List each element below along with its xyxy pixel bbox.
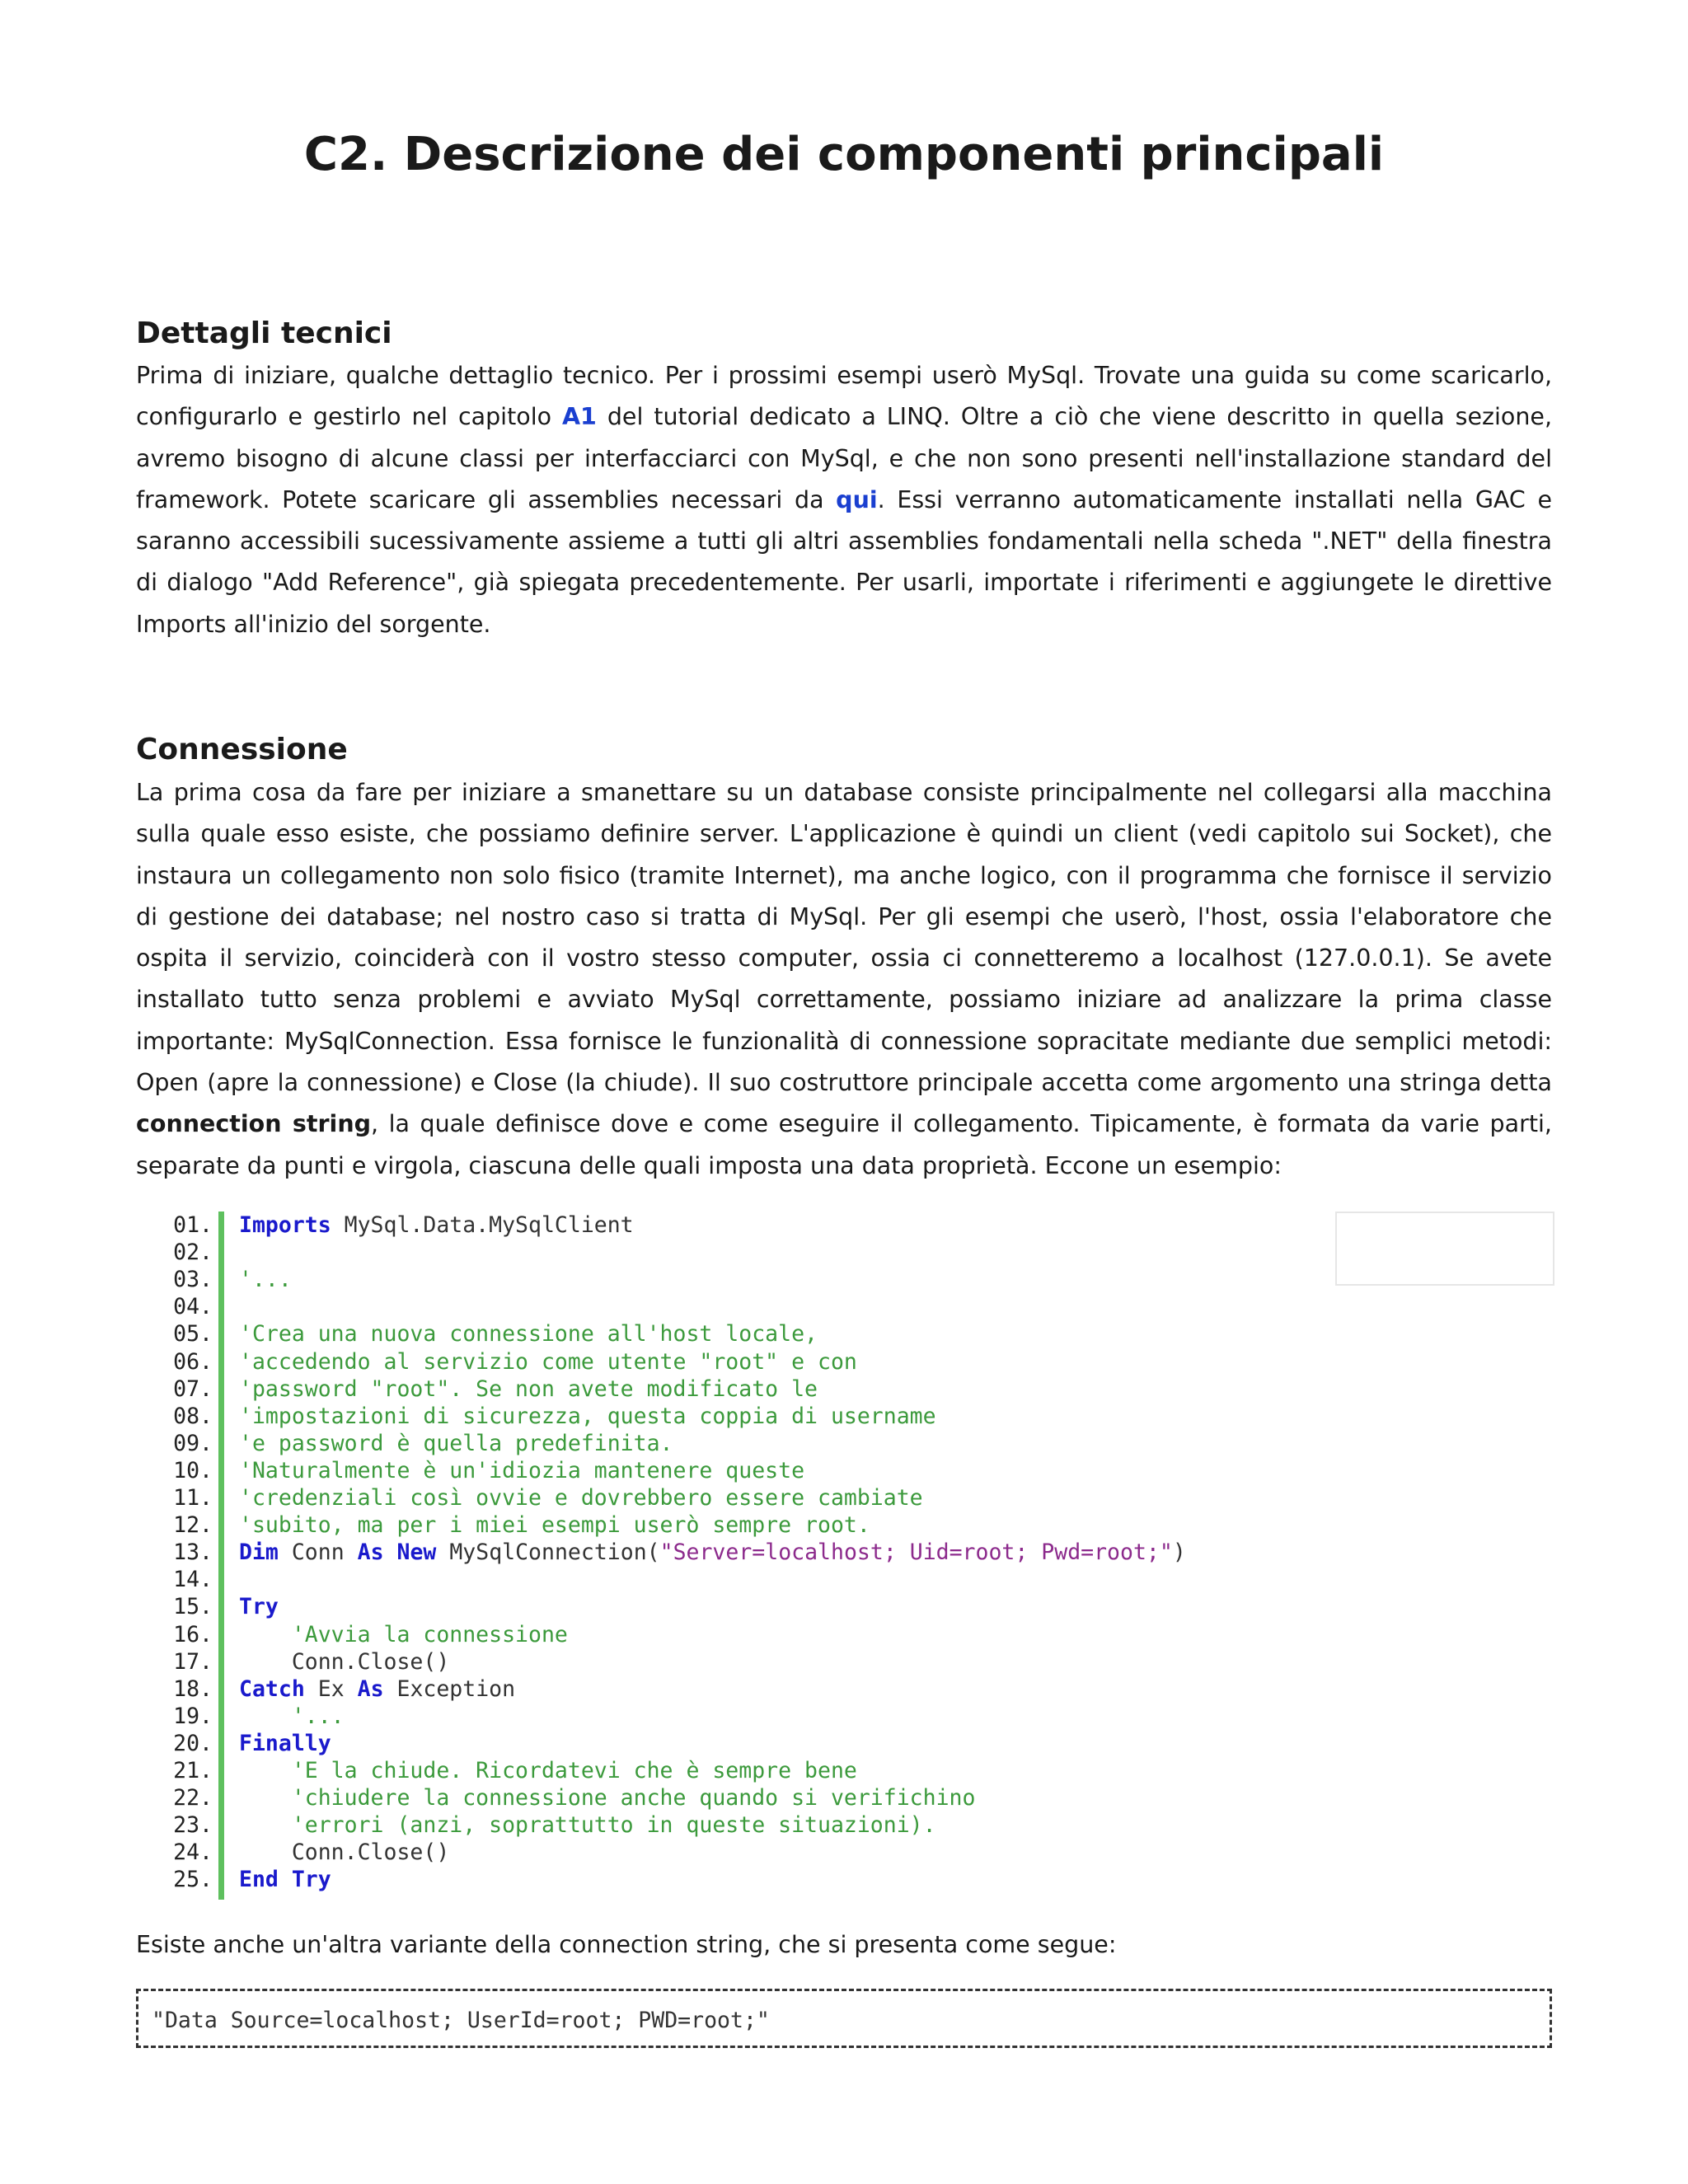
code-line-source (239, 1593, 279, 1620)
code-comment: 'Crea una nuova connessione all'host locale, (239, 1321, 818, 1347)
side-empty-box (1335, 1212, 1554, 1286)
code-keyword: Catch (239, 1675, 305, 1702)
code-comment: 'impostazioni di sicurezza, questa coppia di username (239, 1403, 936, 1429)
code-text (384, 1540, 397, 1565)
code-text: MySql.Data.MySqlClient (331, 1212, 634, 1238)
code-text: ) (1172, 1540, 1186, 1566)
code-line-source (239, 1539, 1186, 1566)
code-line-number: 06. (173, 1348, 213, 1375)
connection-string-box (136, 1989, 1552, 2048)
code-line-number: 12. (173, 1512, 213, 1539)
code-line-source (239, 1621, 568, 1648)
code-line-number: 11. (173, 1485, 213, 1511)
code-line-number: 03. (173, 1267, 213, 1293)
code-string: "Server=localhost; Uid=root; Pwd=root;" (659, 1540, 1173, 1566)
code-comment: 'e password è quella predefinita. (239, 1430, 673, 1456)
code-text: Conn.Close() (239, 1648, 450, 1675)
code-line-number: 24. (173, 1840, 213, 1866)
code-line-number: 18. (173, 1675, 213, 1702)
code-line-number: 22. (173, 1785, 213, 1811)
code-comment: 'credenziali così ovvie e dovrebbero essere cambiate (239, 1485, 923, 1511)
code-line-number: 20. (173, 1730, 213, 1756)
code-line-number: 01. (173, 1212, 213, 1238)
code-line-number: 10. (173, 1457, 213, 1483)
code-line-number: 13. (173, 1540, 213, 1566)
code-text (279, 1867, 292, 1892)
code-line-source (239, 1348, 857, 1376)
code-keyword: New (396, 1540, 437, 1566)
paragraph-text: del tutorial dedicato a LINQ. Oltre a ciò che viene descritto in quella sezione, avremo bisogno di alcune classi per interfacciarci con MySql, e che non sono presenti nell'installazione standard del framework. Potete scaricare gli assemblies necessari da (136, 403, 1553, 513)
code-line-source (239, 1320, 818, 1347)
code-line-number: 15. (173, 1594, 213, 1620)
code-comment: '... (239, 1703, 345, 1729)
code-line-source (239, 1212, 634, 1239)
code-keyword: As (357, 1675, 384, 1702)
code-line-number: 23. (173, 1812, 213, 1839)
link-qui[interactable]: qui (836, 485, 878, 513)
code-keyword: Finally (239, 1730, 331, 1756)
code-line-number: 16. (173, 1621, 213, 1647)
code-line-source (239, 1484, 923, 1511)
code-keyword: End (239, 1867, 279, 1893)
code-line-source (239, 1430, 673, 1457)
code-line-source (239, 1457, 804, 1484)
code-keyword: As (357, 1540, 384, 1566)
code-gutter-bar (218, 1212, 224, 1900)
code-keyword: Try (291, 1867, 331, 1893)
code-line-number: 05. (173, 1321, 213, 1347)
code-line-source (239, 1703, 345, 1730)
code-text: Conn (278, 1540, 358, 1566)
page-title: C2. Descrizione dei componenti principali (303, 128, 1385, 181)
code-line-number: 04. (173, 1294, 213, 1320)
code-keyword: Dim (239, 1540, 279, 1566)
code-line-source (239, 1648, 449, 1675)
code-block (157, 1212, 1558, 1900)
code-line-number: 08. (173, 1403, 213, 1429)
code-comment: 'chiudere la connessione anche quando si verifichino (239, 1785, 976, 1811)
code-line-source (239, 1403, 936, 1430)
paragraph-connessione (136, 772, 1552, 1187)
paragraph-text: La prima cosa da fare per iniziare a smanettare su un database consiste principalmente nel collegarsi alla macchina sulla quale esso esiste, che possiamo definire server. L'applicazione è quindi un client (vedi capitolo sui Socket), che instaura un collegamento non solo fisico (tramite Internet), ma anche logico, con il programma che fornisce il servizio di gestione dei database; nel nostro caso si tratta di MySql. Per gli esempi che userò, l'host, ossia l'elaboratore che ospita il servizio, coinciderà con il vostro stesso computer, ossia ci connetteremo a localhost (127.0.0.1). Se avete installato tutto senza problemi e avviato MySql correttamente, possiamo iniziare ad analizzare la prima classe importante: MySqlConnection. Essa fornisce le funzionalità di connessione sopracitate mediante due semplici metodi: Open (apre la connessione) e Close (la chiude). Il suo costruttore principale accetta come argomento una stringa detta (136, 779, 1552, 1097)
code-line-number: 09. (173, 1430, 213, 1456)
code-comment: '... (239, 1267, 292, 1293)
code-line-source (239, 1511, 870, 1539)
code-line-source (239, 1866, 331, 1893)
code-line-source (239, 1757, 857, 1784)
code-line-number: 07. (173, 1376, 213, 1402)
paragraph-text: . Essi verranno automaticamente installati nella GAC e saranno accessibili sucessivamente assieme a tutti gli altri assemblies fondamentali nella scheda ".NET" della finestra di dialogo "Add Reference", già spiegata precedentemente. Per usarli, importate i riferimenti e aggiungete le direttive Imports all'inizio del sorgente. (136, 485, 1552, 638)
section-heading-dettagli-tecnici: Dettagli tecnici (136, 316, 392, 350)
code-text: MySqlConnection( (436, 1540, 660, 1566)
connection-string-code: "Data Source=localhost; UserId=root; PWD=root;" (152, 2008, 770, 2033)
code-line-number: 14. (173, 1567, 213, 1593)
paragraph-text: Prima di iniziare, qualche dettaglio tecnico. Per i prossimi esempi userò MySql. Trovate una guida su come scaricarlo, configurarlo e gestirlo nel capitolo (136, 362, 1552, 431)
code-line-number: 25. (173, 1867, 213, 1893)
code-line-source (239, 1675, 515, 1703)
code-line-source (239, 1784, 975, 1811)
code-keyword: Try (239, 1594, 279, 1620)
term-connection-string: connection string (136, 1110, 372, 1138)
code-comment: 'accedendo al servizio come utente "root" e con (239, 1348, 857, 1375)
code-line-source (239, 1811, 936, 1839)
code-comment: 'E la chiude. Ricordatevi che è sempre bene (239, 1758, 857, 1783)
code-comment: 'errori (anzi, soprattutto in queste situazioni). (239, 1812, 936, 1839)
code-line-source (239, 1266, 292, 1293)
link-a1[interactable]: A1 (562, 403, 597, 431)
code-line-number: 21. (173, 1758, 213, 1783)
code-line-number: 02. (173, 1240, 213, 1266)
paragraph-dettagli-tecnici (136, 355, 1552, 645)
code-line-number: 17. (173, 1648, 213, 1675)
paragraph-variant: Esiste anche un'altra variante della connection string, che si presenta come segue: (136, 1931, 1117, 1958)
code-keyword: Imports (239, 1212, 331, 1238)
code-text: Ex (304, 1675, 358, 1702)
section-heading-connessione: Connessione (136, 733, 348, 766)
code-line-source (239, 1839, 449, 1866)
code-text: Conn.Close() (239, 1840, 450, 1866)
code-line-number: 19. (173, 1703, 213, 1729)
paragraph-text: , la quale definisce dove e come eseguire il collegamento. Tipicamente, è formata da varie parti, separate da punti e virgola, ciascuna delle quali imposta una data proprietà. Eccone un esempio: (136, 1110, 1552, 1179)
code-text: Exception (383, 1675, 516, 1702)
code-comment: 'password "root". Se non avete modificato le (239, 1376, 818, 1402)
code-line-source (239, 1730, 331, 1757)
code-comment: 'Avvia la connessione (239, 1621, 568, 1647)
code-line-source (239, 1376, 818, 1403)
code-comment: 'Naturalmente è un'idiozia mantenere queste (239, 1457, 805, 1483)
code-comment: 'subito, ma per i miei esempi userò sempre root. (239, 1512, 870, 1539)
